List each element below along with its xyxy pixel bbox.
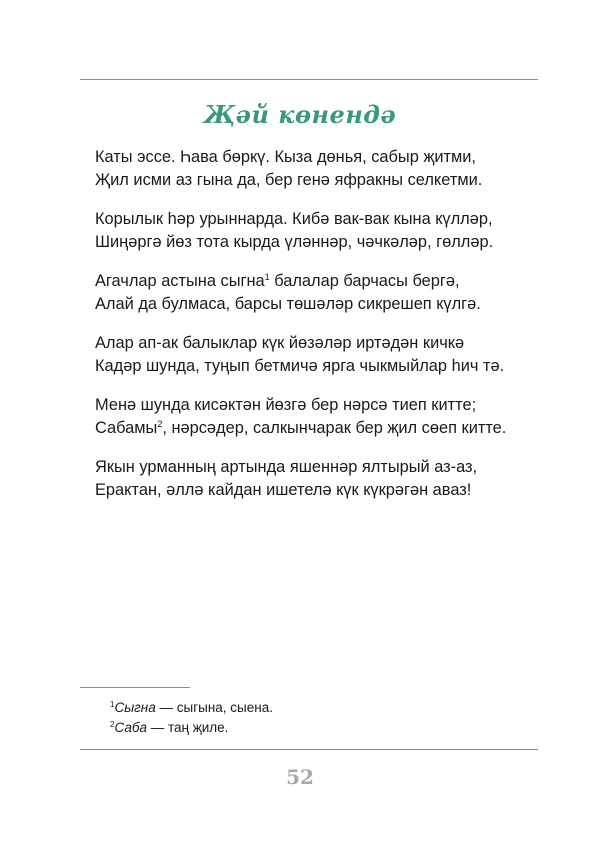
poem-line-part: балалар барчасы бергә,: [274, 272, 460, 290]
poem-line: Ерактан, әллә кайдан ишетелә күк күкрәгән аваз!: [95, 481, 472, 499]
poem-line: Алар ап-ак балыклар күк йөзәләр иртәдән кичкә: [95, 334, 465, 352]
poem-line: Каты эссе. Һава бөркү. Кыза дөнья, сабыр җитми,: [95, 148, 476, 166]
poem-line-part: Сабамы: [95, 419, 158, 437]
poem-line: Якын урманның артында яшеннәр ялтырый аз-аз,: [95, 458, 478, 476]
stanza-5: [95, 394, 565, 440]
poem-line: Алай да булмаса, барсы төшәләр сикрешеп күлгә.: [95, 295, 481, 313]
bottom-divider: [80, 749, 538, 750]
footnote-ref: 2: [157, 419, 163, 429]
stanza-4: [95, 332, 565, 378]
poem-line: Корылык һәр урыннарда. Кибә вак-вак кына күлләр,: [95, 210, 493, 228]
poem-line: Менә шунда кисәктән йөзгә бер нәрсә тиеп китте;: [95, 396, 477, 414]
footnote-term: Саба: [114, 720, 147, 735]
poem-body: [95, 146, 565, 518]
poem-line: Кадәр шунда, туңып бетмичә ярга чыкмыйлар һич тә.: [95, 357, 505, 375]
footnote-number: 2: [110, 720, 115, 729]
footnote-text: — сыгына, сыена.: [155, 700, 273, 715]
poem-line: [95, 417, 565, 440]
stanza-6: [95, 456, 565, 502]
top-divider: [80, 79, 538, 80]
footnote-1: [110, 698, 273, 718]
poem-line: Җил исми аз гына да, бер генә яфракны селкетми.: [95, 171, 483, 189]
stanza-2: [95, 208, 565, 254]
footnote-term: Сыгна: [114, 700, 156, 715]
page-number: 52: [286, 765, 314, 789]
footnote-2: [110, 718, 273, 738]
poem-line: Шиңәргә йөз тота кырда үләннәр, чәчкәләр, гөлләр.: [95, 233, 494, 251]
poem-line-part: , нәрсәдер, салкынчарак бер җил сөеп китте.: [162, 419, 507, 437]
footnote-ref: 1: [264, 272, 270, 282]
poem-line-part: Агачлар астына сыгна: [95, 272, 265, 290]
footnote-divider: [80, 687, 190, 688]
poem-line: [95, 270, 565, 293]
footnote-text: — таң җиле.: [146, 720, 229, 735]
poem-title: Җәй көнендә: [203, 100, 397, 129]
stanza-3: [95, 270, 565, 316]
footnote-number: 1: [110, 700, 115, 709]
footnotes: [110, 698, 273, 738]
stanza-1: [95, 146, 565, 192]
